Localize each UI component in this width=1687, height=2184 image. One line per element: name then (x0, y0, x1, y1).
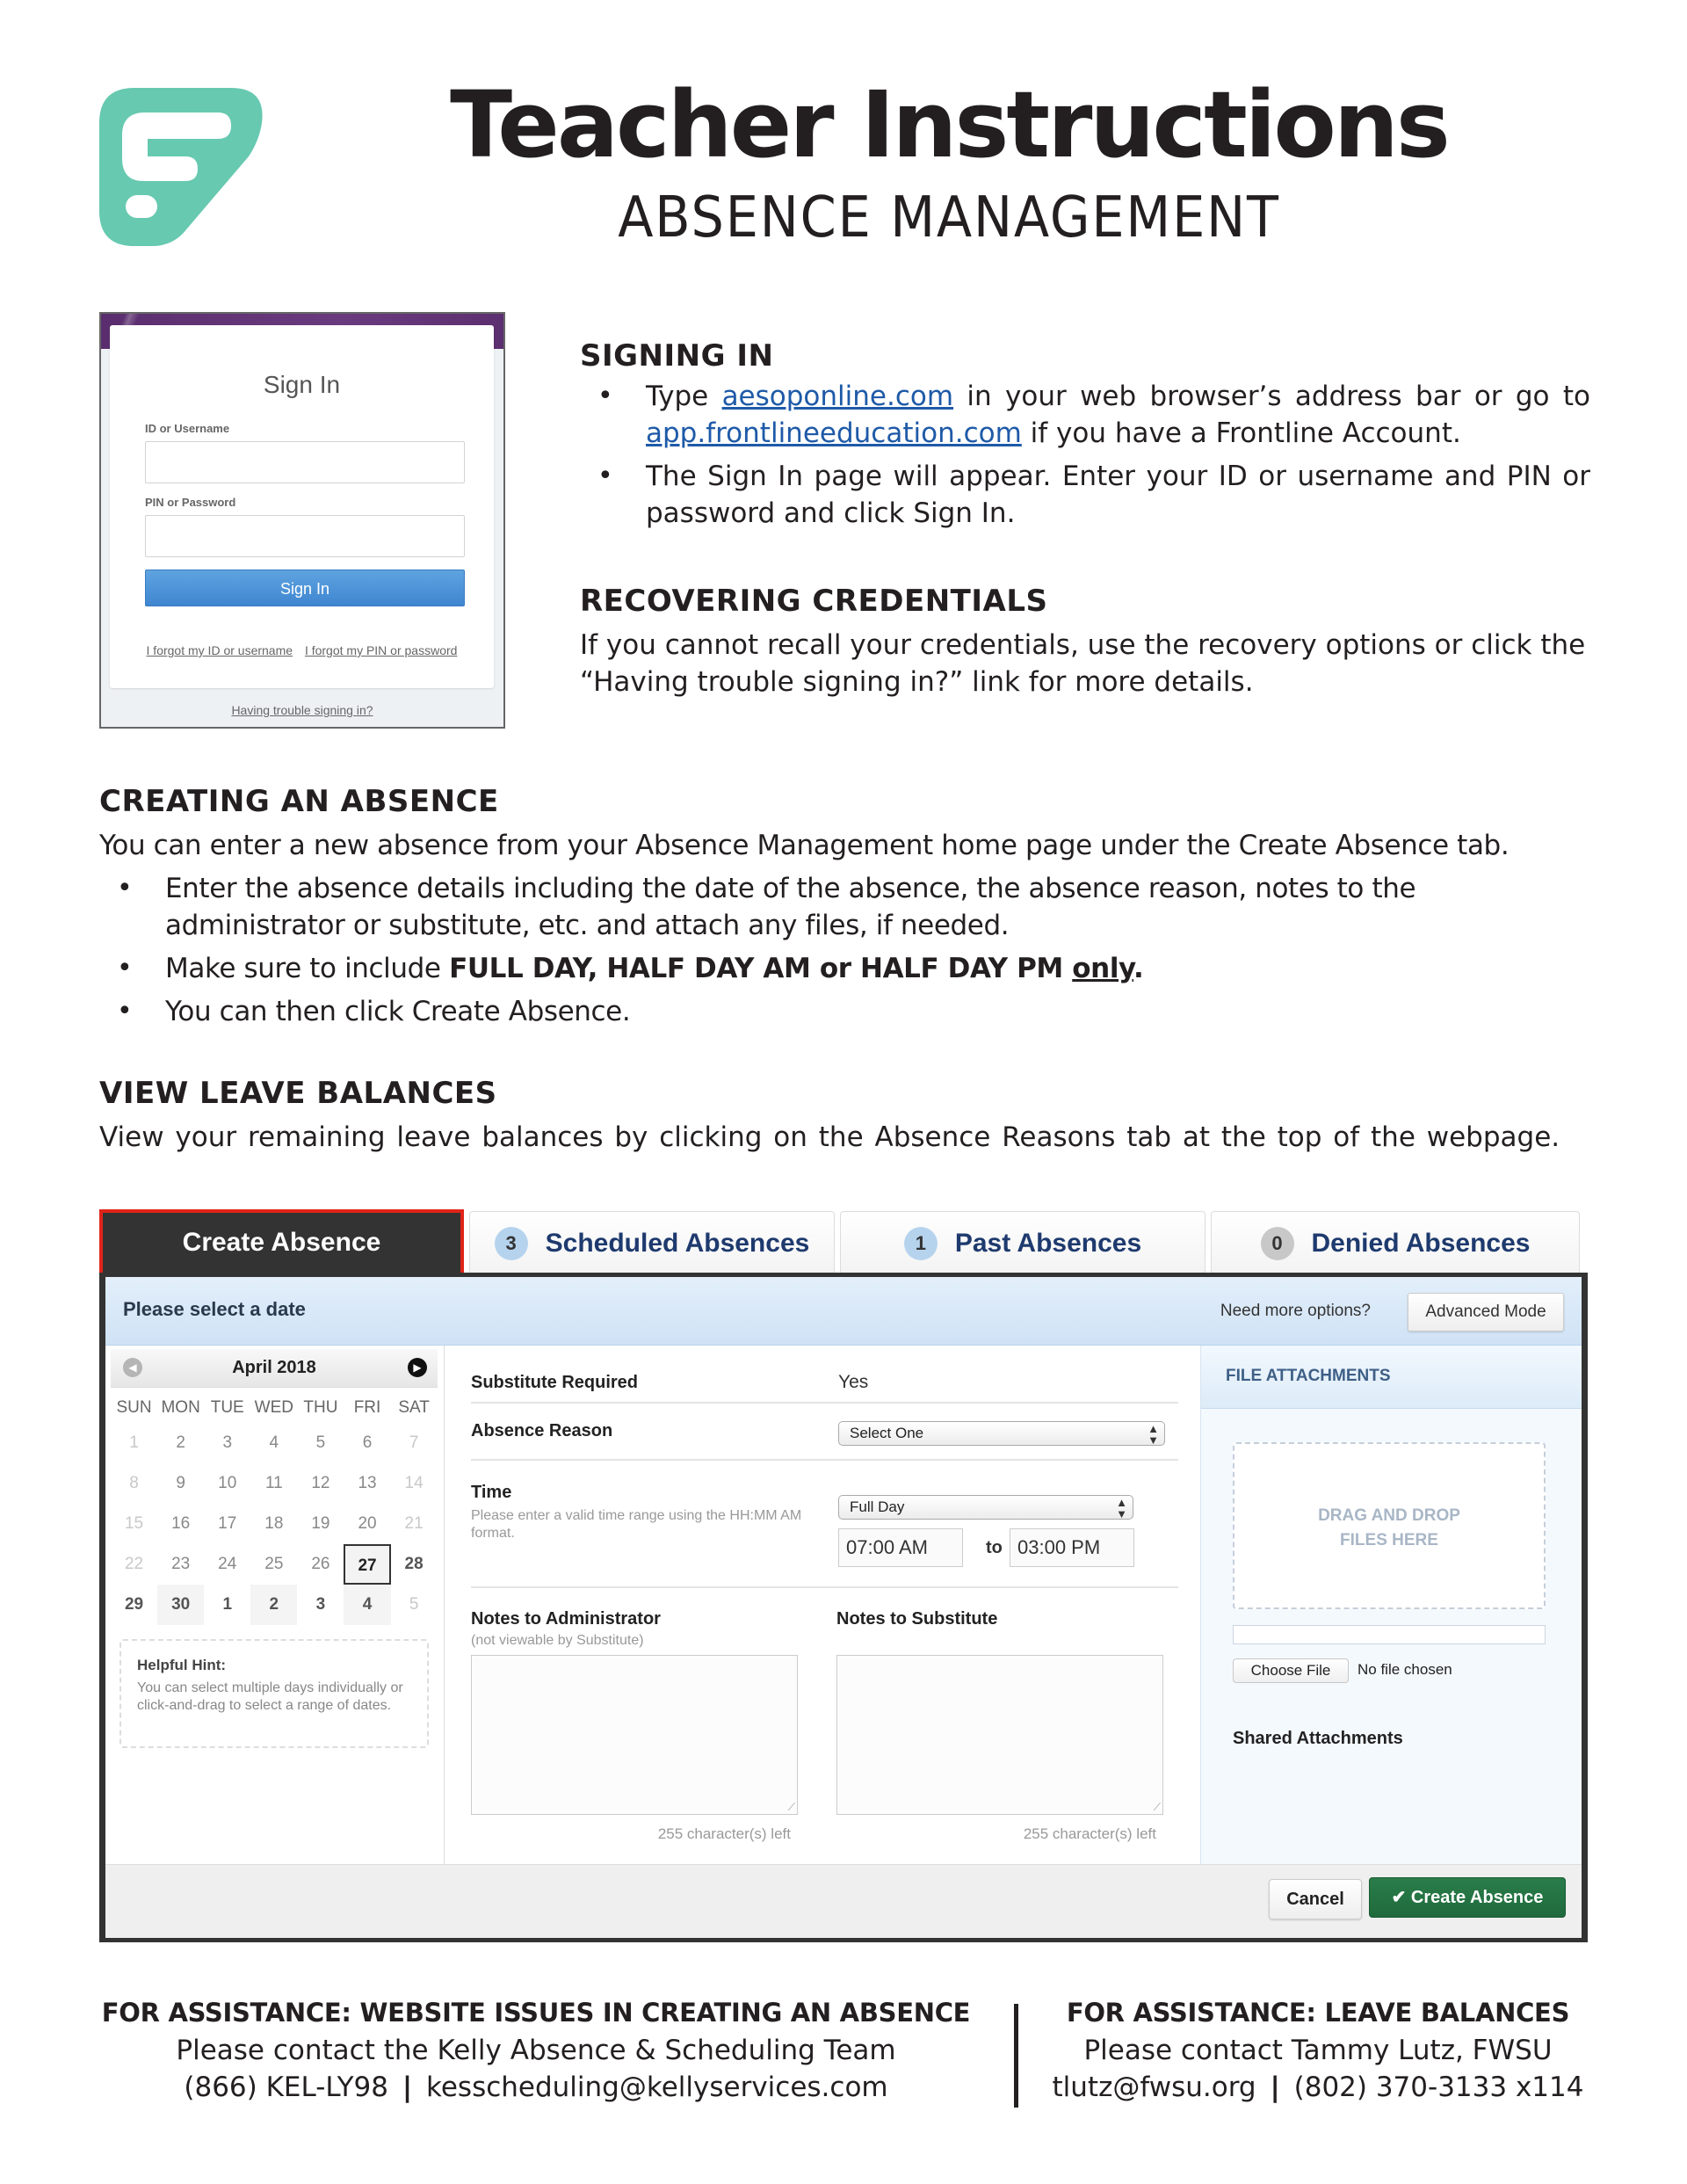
page-title: Teacher Instructions (450, 71, 1448, 178)
bullet-icon: • (117, 953, 133, 983)
days-of-week (111, 1393, 438, 1423)
absence-reason-select[interactable] (838, 1421, 1165, 1446)
need-more-options: Need more options? (1220, 1302, 1371, 1320)
forgot-id-link[interactable]: I forgot my ID or username (146, 643, 293, 657)
bullet-text: Enter the absence details including the date of the absence, the absence reason, notes to the administrator or substitute, etc. and attach any files, if needed. (165, 873, 1416, 941)
calendar-day: 11 (264, 1474, 283, 1492)
create-absence-button[interactable]: ✔ Create Absence (1369, 1877, 1566, 1918)
calendar-day[interactable]: 4 (344, 1585, 390, 1625)
signing-in-bullet (597, 458, 1590, 532)
helpful-hint (119, 1639, 429, 1748)
divider (471, 1586, 1178, 1588)
dow-label: THU (303, 1398, 338, 1417)
bullet-icon: • (117, 996, 133, 1027)
calendar-day: 21 (404, 1514, 424, 1533)
calendar-day: 7 (409, 1433, 419, 1452)
calendar-column (105, 1346, 445, 1864)
aesoponline-link[interactable]: aesoponline.com (721, 381, 954, 412)
fwsu-email[interactable]: tlutz@fwsu.org (1052, 2072, 1256, 2103)
calendar-week (111, 1504, 438, 1544)
calendar-grid (111, 1393, 438, 1625)
tab-denied-absences[interactable] (1211, 1211, 1580, 1274)
bullet-icon: • (597, 381, 613, 411)
tab-label: Create Absence (182, 1228, 381, 1257)
attachments-heading: FILE ATTACHMENTS (1226, 1367, 1391, 1385)
select-value: Select One (850, 1425, 924, 1441)
absence-reason-label: Absence Reason (471, 1421, 613, 1440)
calendar-day: 24 (218, 1555, 237, 1573)
calendar-day: 14 (404, 1474, 424, 1492)
time-type-select[interactable] (838, 1495, 1133, 1520)
footer-assistance-leave (1041, 1993, 1595, 2106)
calendar-day[interactable]: 30 (157, 1585, 204, 1625)
advanced-mode-button[interactable]: Advanced Mode (1408, 1293, 1564, 1331)
notes-admin-textarea[interactable] (471, 1655, 798, 1815)
calendar-day: 12 (311, 1474, 330, 1492)
notes-admin-sub: (not viewable by Substitute) (471, 1633, 644, 1648)
dow-label: SUN (116, 1398, 152, 1417)
calendar-day: 8 (129, 1474, 139, 1492)
signin-card (110, 325, 494, 688)
calendar-day: 18 (264, 1514, 284, 1533)
calendar-day: 9 (176, 1474, 185, 1492)
emphasis-only: only (1072, 953, 1134, 984)
divider (471, 1402, 1178, 1404)
calendar-day: 17 (218, 1514, 237, 1533)
divider (471, 1459, 1178, 1461)
drop-text: FILES HERE (1340, 1531, 1438, 1549)
signin-screenshot (99, 312, 505, 729)
choose-file-button[interactable]: Choose File (1233, 1658, 1349, 1683)
notes-admin-char-count: 255 character(s) left (657, 1825, 791, 1842)
count-badge: 3 (495, 1227, 528, 1260)
calendar-day: 6 (362, 1433, 373, 1452)
separator: | (402, 2072, 413, 2103)
footer-line: Please contact Tammy Lutz, FWSU (1083, 2035, 1553, 2066)
select-value: Full Day (850, 1498, 905, 1515)
pin-label: PIN or Password (145, 496, 236, 509)
emphasis-text: FULL DAY, HALF DAY AM or HALF DAY PM (449, 953, 1073, 984)
tab-label: Past Absences (954, 1228, 1142, 1258)
no-file-status: No file chosen (1358, 1661, 1452, 1678)
footer-contact-line (1041, 2069, 1595, 2106)
create-absence-panel (99, 1273, 1588, 1942)
forgot-links (110, 643, 494, 657)
calendar-month: April 2018 (232, 1358, 316, 1377)
calendar-day: 2 (176, 1433, 185, 1452)
select-date-prompt: Please select a date (123, 1298, 306, 1320)
calendar-day: 10 (218, 1474, 237, 1492)
calendar-day: 19 (311, 1514, 330, 1533)
notes-substitute-textarea[interactable] (836, 1655, 1163, 1815)
tab-create-absence[interactable] (99, 1209, 464, 1276)
drop-zone[interactable] (1233, 1442, 1546, 1609)
file-attachments-panel (1200, 1346, 1582, 1864)
recovering-text: If you cannot recall your credentials, use the recovery options or click the “Having trouble signing in?” link for more details. (580, 629, 1586, 698)
hint-title: Helpful Hint: (137, 1657, 227, 1673)
calendar-day: 15 (124, 1514, 144, 1533)
select-arrows-icon: ▲ ▼ (1116, 1496, 1127, 1520)
kelly-phone: (866) KEL-LY98 (184, 2072, 388, 2103)
calendar-day[interactable]: 2 (250, 1585, 297, 1625)
calendar-day: 13 (358, 1474, 377, 1492)
cancel-button[interactable]: Cancel (1269, 1879, 1362, 1919)
bullet-text: Make sure to include (165, 953, 450, 984)
signing-in-bullet (597, 378, 1590, 452)
fwsu-phone: (802) 370-3133 x114 (1293, 2072, 1584, 2103)
time-help: Please enter a valid time range using the HH:MM AM format. (471, 1508, 802, 1541)
absence-form (445, 1346, 1200, 1864)
bullet-text: The Sign In page will appear. Enter your ID or username and PIN or password and click Sign In. (646, 461, 1590, 529)
calendar-day: 5 (409, 1595, 419, 1614)
attachments-header (1201, 1346, 1582, 1409)
calendar-week (111, 1544, 438, 1585)
bullet-text: in your web browser’s address bar or go to (953, 381, 1590, 412)
calendar-day: 4 (269, 1433, 279, 1452)
calendar-day[interactable]: 28 (404, 1555, 424, 1573)
bullet-text: . (1133, 953, 1144, 984)
footer-heading: FOR ASSISTANCE: LEAVE BALANCES (1066, 1998, 1570, 2028)
notes-substitute-char-count: 255 character(s) left (1023, 1825, 1156, 1842)
dow-label: WED (254, 1398, 293, 1417)
calendar-day: 1 (129, 1433, 139, 1452)
page-subtitle: ABSENCE MANAGEMENT (618, 185, 1280, 250)
tab-label: Denied Absences (1311, 1228, 1531, 1258)
time-label: Time (471, 1483, 512, 1502)
prev-month-icon[interactable]: ◀ (123, 1358, 142, 1377)
count-badge: 1 (904, 1227, 938, 1260)
notes-substitute-label: Notes to Substitute (836, 1609, 998, 1629)
end-time-input[interactable]: 03:00 PM (1010, 1528, 1134, 1567)
pin-input[interactable] (145, 515, 465, 557)
calendar-day[interactable]: 3 (315, 1595, 326, 1614)
signing-in-list (597, 378, 1590, 538)
calendar-day: 20 (358, 1514, 377, 1533)
calendar-day: 23 (171, 1555, 191, 1573)
id-label: ID or Username (145, 422, 230, 435)
start-time-input[interactable]: 07:00 AM (838, 1528, 963, 1567)
creating-intro: You can enter a new absence from your Absence Management home page under the Create Absence tab. (99, 830, 1510, 861)
leave-text: View your remaining leave balances by clicking on the Absence Reasons tab at the top of the webpage. (99, 1121, 1560, 1153)
recovering-heading: RECOVERING CREDENTIALS (580, 584, 1048, 619)
tab-label: Scheduled Absences (545, 1228, 810, 1258)
tab-scheduled-absences[interactable] (469, 1211, 835, 1274)
calendar-week (111, 1423, 438, 1463)
substitute-required-value: Yes (838, 1372, 869, 1392)
calendar-day: 25 (264, 1555, 284, 1573)
bullet-icon: • (597, 461, 613, 491)
frontline-link[interactable]: app.frontlineeducation.com (646, 417, 1022, 449)
action-bar (105, 1864, 1582, 1938)
bullet-text: You can then click Create Absence. (165, 996, 631, 1027)
calendar-day: 26 (311, 1555, 330, 1573)
footer-line: Please contact the Kelly Absence & Scheduling Team (176, 2035, 896, 2066)
shared-attachments-label: Shared Attachments (1233, 1729, 1403, 1748)
dow-label: TUE (210, 1398, 244, 1417)
tab-bar (99, 1209, 1588, 1274)
trouble-link[interactable]: Having trouble signing in? (231, 703, 373, 717)
calendar-day-selected[interactable]: 27 (344, 1544, 390, 1585)
absence-ui-screenshot (99, 1209, 1588, 1942)
calendar-day[interactable]: 29 (124, 1595, 144, 1614)
creating-bullet (117, 950, 1488, 987)
tab-past-absences[interactable] (840, 1211, 1206, 1274)
calendar-day: 3 (222, 1433, 233, 1452)
dow-label: FRI (353, 1398, 381, 1417)
hint-text: You can select multiple days individually or click-and-drag to select a range of dates. (137, 1680, 403, 1713)
creating-bullet (117, 993, 1488, 1030)
bullet-text: Type (646, 381, 722, 412)
footer-heading: FOR ASSISTANCE: WEBSITE ISSUES IN CREATING AN ABSENCE (101, 1998, 971, 2028)
footer-assistance-website (88, 1993, 984, 2106)
panel-header (105, 1277, 1582, 1346)
substitute-required-label: Substitute Required (471, 1373, 639, 1392)
creating-heading: CREATING AN ABSENCE (99, 784, 499, 819)
signin-button[interactable]: Sign In (145, 570, 465, 606)
select-arrows-icon: ▲ ▼ (1148, 1422, 1159, 1447)
calendar-day[interactable]: 1 (222, 1595, 233, 1614)
footer-divider (1014, 2004, 1018, 2108)
signing-in-heading: SIGNING IN (580, 338, 774, 374)
bullet-icon: • (117, 873, 133, 903)
frontline-logo-icon (99, 88, 266, 248)
signin-title: Sign In (263, 371, 341, 398)
to-label: to (986, 1538, 1003, 1557)
calendar-week (111, 1585, 438, 1625)
calendar-week (111, 1463, 438, 1504)
forgot-pin-link[interactable]: I forgot my PIN or password (304, 643, 458, 657)
dow-label: MON (161, 1398, 200, 1417)
calendar-header (111, 1349, 438, 1388)
next-month-icon[interactable]: ▶ (408, 1358, 427, 1377)
bullet-text: if you have a Frontline Account. (1021, 417, 1461, 449)
creating-bullet (117, 870, 1488, 944)
footer-contact-line (88, 2069, 984, 2106)
notes-admin-label: Notes to Administrator (471, 1609, 661, 1629)
id-input[interactable] (145, 441, 465, 483)
drop-text: DRAG AND DROP (1318, 1506, 1460, 1525)
calendar-day: 5 (315, 1433, 326, 1452)
count-badge: 0 (1261, 1227, 1294, 1260)
calendar-day: 16 (171, 1514, 191, 1533)
upload-progress-bar (1233, 1625, 1546, 1644)
calendar-day: 22 (124, 1555, 144, 1573)
separator: | (1270, 2072, 1280, 2103)
leave-heading: VIEW LEAVE BALANCES (99, 1076, 497, 1111)
creating-list (117, 870, 1488, 1036)
kelly-email[interactable]: kesscheduling@kellyservices.com (426, 2072, 888, 2103)
dow-label: SAT (398, 1398, 430, 1417)
